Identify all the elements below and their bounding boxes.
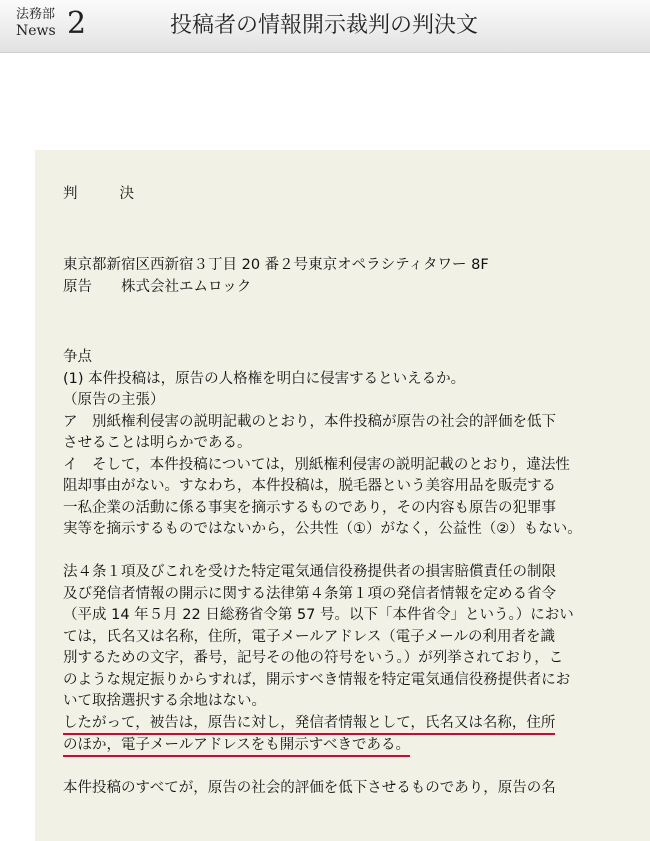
issue-line: 実等を摘示するものではないから，公共性（①）がなく，公益性（②）もない。 xyxy=(63,521,582,537)
law-line: ては，氏名又は名称，住所，電子メールアドレス（電子メールの利用者を識 xyxy=(63,628,555,645)
issue-line: 阻却事由がない。すなわち，本件投稿は，脱毛器という美容用品を販売する xyxy=(63,478,556,494)
plaintiff-address: 東京都新宿区西新宿３丁目 20 番２号東京オペラシティタワー 8F xyxy=(63,257,489,273)
plaintiff-name: 株式会社エムロック xyxy=(121,278,252,295)
law-line: 別するための文字，番号，記号その他の符号をいう。）が列挙されており，こ xyxy=(63,650,564,666)
issue-line: イ そして，本件投稿については，別紙権利侵害の説明記載のとおり，違法性 xyxy=(63,456,570,473)
section-label-jp: 法務部 xyxy=(16,7,56,22)
law-line: のような規定振りからすれば，開示すべき情報を特定電気通信役務提供者にお xyxy=(63,671,571,688)
paragraph-gap xyxy=(63,541,623,563)
judgment-heading xyxy=(63,184,623,206)
issue-line: 一私企業の活動に係る事実を摘示するものであり，その内容も原告の犯罪事 xyxy=(63,499,556,516)
conclusion-highlight: のほか，電子メールアドレスをも開示すべきである。 xyxy=(63,735,410,757)
issue-line: (1) 本件投稿は，原告の人格権を明白に侵害するといえるか。 xyxy=(63,370,466,387)
heading-right-char: 決 xyxy=(119,186,136,202)
judgment-body xyxy=(63,347,623,800)
paragraph-gap xyxy=(63,757,623,779)
conclusion-highlight: したがって，被告は，原告に対し，発信者情報として，氏名又は名称，住所 xyxy=(63,713,555,735)
section-label xyxy=(16,7,64,40)
issue-line: （原告の主張） xyxy=(63,392,165,408)
page-header xyxy=(0,0,650,53)
issues-heading: 争点 xyxy=(63,349,92,365)
conclusion-line xyxy=(63,713,623,735)
plaintiff-role: 原告 xyxy=(63,278,92,295)
issue-line: させることは明らかである。 xyxy=(63,435,252,451)
final-line: 本件投稿のすべてが，原告の社会的評価を低下させるものであり，原告の名 xyxy=(63,780,556,796)
law-line: 及び発信者情報の開示に関する法律第４条第１項の発信者情報を定める省令 xyxy=(63,585,556,602)
issue-number: 2 xyxy=(67,6,87,41)
party-block xyxy=(63,255,623,298)
page-title: 投稿者の情報開示裁判の判決文 xyxy=(170,13,479,38)
law-line: （平成 14 年５月 22 日総務省令第 57 号。以下「本件省令」という。）におい xyxy=(63,607,574,623)
law-line: いて取捨選択する余地はない。 xyxy=(63,693,266,709)
issue-line: ア 別紙権利侵害の説明記載のとおり，本件投稿が原告の社会的評価を低下 xyxy=(63,413,556,430)
heading-left-char: 判 xyxy=(63,186,80,202)
conclusion-line xyxy=(63,735,623,757)
law-line: 法４条１項及びこれを受けた特定電気通信役務提供者の損害賠償責任の制限 xyxy=(63,564,556,580)
section-label-en: News xyxy=(16,23,56,39)
plaintiff-line xyxy=(63,277,623,299)
